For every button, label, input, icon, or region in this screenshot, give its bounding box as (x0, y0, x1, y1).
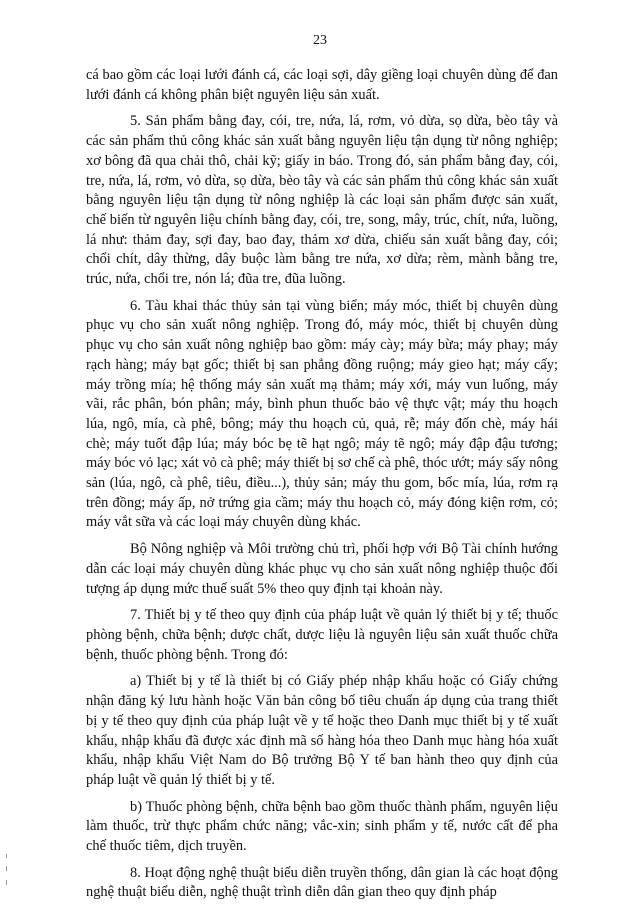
paragraph-item-5: 5. Sản phẩm bằng đay, cói, tre, nứa, lá, rơm, vỏ dừa, sọ dừa, bèo tây và các sản phẩm thủ công khác sản xuất bằng nguyên liệu tận dụng từ nông nghiệp; xơ bông đã qua chải thô, chải kỹ; giấy in báo. Trong đó, sản phẩm bằng đay, cói, tre, nứa, lá, rơm, vỏ dừa, sọ dừa, bèo tây và các sản phẩm thủ công khác sản xuất bằng nguyên liệu tận dụng từ nông nghiệp là các loại sản phẩm được sản xuất, chế biến từ nguyên liệu chính bằng đay, cói, tre, song, mây, trúc, chít, nứa, luồng, lá như: thảm đay, sợi đay, bao đay, thảm xơ dừa, chiếu sản xuất bằng đay, cói; chổi chít, dây thừng, dây buộc làm bằng tre nứa, xơ dừa; rèm, mành bằng tre, trúc, nứa, chổi tre, nón lá; đũa tre, đũa luồng. (86, 113, 558, 288)
paragraph-continuation: cá bao gồm các loại lưới đánh cá, các loại sợi, dây giềng loại chuyên dùng để đan lưới đánh cá không phân biệt nguyên liệu sản xuất. (86, 67, 558, 103)
document-body (86, 66, 558, 910)
paragraph-item-7a: a) Thiết bị y tế là thiết bị có Giấy phép nhập khẩu hoặc có Giấy chứng nhận đăng ký lưu hành hoặc Văn bản công bố tiêu chuẩn áp dụng của trang thiết bị y tế theo quy định của pháp luật về y tế hoặc theo Danh mục thiết bị y tế xuất khẩu, nhập khẩu đã được xác định mã số hàng hóa theo Danh mục hàng hóa xuất khẩu, nhập khẩu Việt Nam do Bộ trưởng Bộ Y tế ban hành theo quy định của pháp luật về quản lý thiết bị y tế. (86, 673, 558, 788)
scan-margin-mark (6, 866, 7, 871)
paragraph-item-6: 6. Tàu khai thác thủy sản tại vùng biển; máy móc, thiết bị chuyên dùng phục vụ cho sản xuất nông nghiệp. Trong đó, máy móc, thiết bị chuyên dùng phục vụ cho sản xuất nông nghiệp bao gồm: máy cày; máy bừa; máy phay; máy rạch hàng; máy bạt gốc; thiết bị san phẳng đồng ruộng; máy gieo hạt; máy cấy; máy trồng mía; hệ thống máy sản xuất mạ thảm; máy xới, máy vun luống, máy vãi, rắc phân, bón phân; máy, bình phun thuốc bảo vệ thực vật; máy thu hoạch lúa, ngô, mía, cà phê, bông; máy thu hoạch củ, quả, rễ; máy đốn chè, máy hái chè; máy tuốt đập lúa; máy bóc bẹ tẽ hạt ngô; máy tẽ ngô; máy đập đậu tương; máy bóc vỏ lạc; xát vỏ cà phê; máy thiết bị sơ chế cà phê, thóc ướt; máy sấy nông sản (lúa, ngô, cà phê, tiêu, điều...), thủy sản; máy thu gom, bốc mía, lúa, rơm rạ trên đồng; máy ấp, nở trứng gia cầm; máy thu hoạch cỏ, máy đóng kiện rơm, cỏ; máy vắt sữa và các loại máy chuyên dùng khác. (86, 297, 558, 531)
paragraph-item-7b: b) Thuốc phòng bệnh, chữa bệnh bao gồm thuốc thành phẩm, nguyên liệu làm thuốc, trừ thực phẩm chức năng; vắc-xin; sinh phẩm y tế, nước cất để pha chế thuốc tiêm, dịch truyền. (86, 798, 558, 855)
paragraph-ministry-guidance: Bộ Nông nghiệp và Môi trường chủ trì, phối hợp với Bộ Tài chính hướng dẫn các loại máy chuyên dùng khác phục vụ cho sản xuất nông nghiệp thuộc đối tượng áp dụng mức thuế suất 5% theo quy định tại khoản này. (86, 541, 558, 597)
page-number: 23 (313, 33, 327, 48)
scan-margin-mark (6, 854, 7, 858)
paragraph-item-8: 8. Hoạt động nghệ thuật biểu diễn truyền thống, dân gian là các hoạt động nghệ thuật biểu diễn, nghệ thuật trình diễn dân gian theo quy định pháp (86, 864, 558, 901)
paragraph-item-7: 7. Thiết bị y tế theo quy định của pháp luật về quản lý thiết bị y tế; thuốc phòng bệnh, chữa bệnh; dược chất, dược liệu là nguyên liệu sản xuất thuốc chữa bệnh, thuốc phòng bệnh. Trong đó: (86, 607, 558, 663)
scan-margin-mark (6, 880, 7, 885)
